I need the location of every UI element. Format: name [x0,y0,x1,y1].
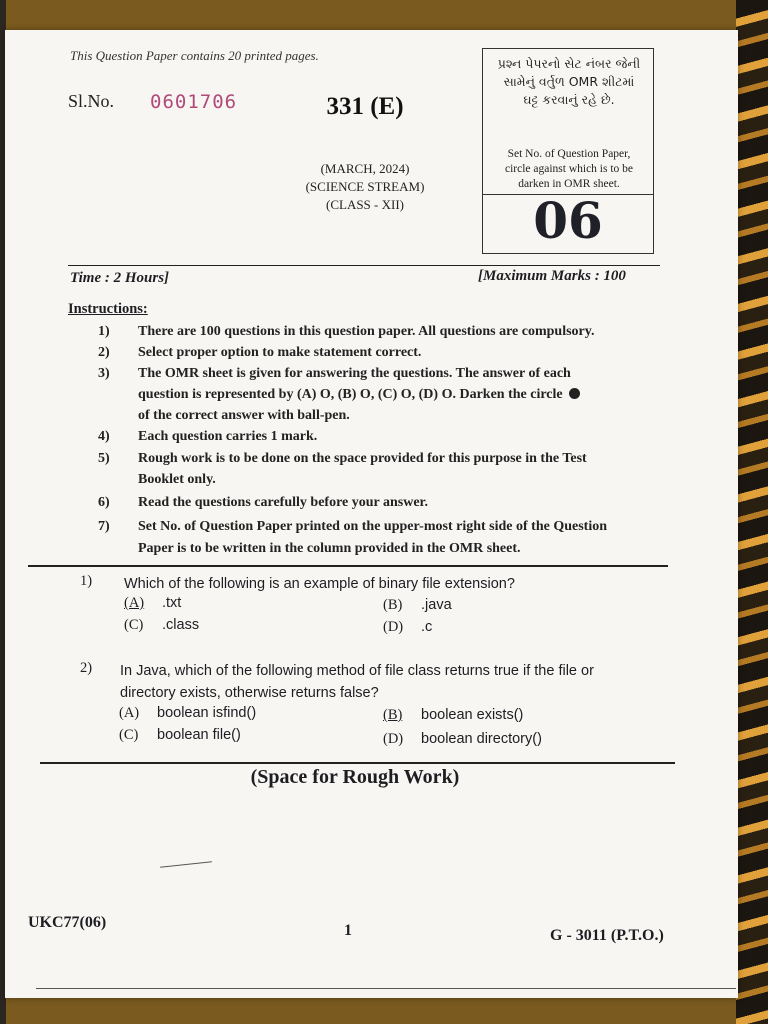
instruction-line: Read the questions carefully before your answer. [138,495,428,510]
instruction-item [60,448,670,490]
omr-gujarati-line: ઘટ્ટ કરવાનું રહે છે. [523,92,615,107]
instruction-item [60,492,670,513]
instruction-line: Each question carries 1 mark. [138,429,318,444]
option-text: .c [421,619,433,635]
instruction-line: of the correct answer with ball-pen. [138,408,350,423]
instruction-text [138,448,668,490]
option-label: (D) [383,619,404,635]
option-label: (B) [383,597,403,613]
option-label: (C) [124,617,144,633]
instruction-number: 3) [98,366,110,381]
maximum-marks: [Maximum Marks : 100 [478,268,626,284]
omr-english-line: darken in OMR sheet. [518,178,620,190]
instruction-line: The OMR sheet is given for answering the questions. The answer of each [138,366,571,381]
option-label: (A) [124,595,145,611]
instruction-item [60,426,670,447]
option-text: boolean file() [157,727,241,743]
option-label: (C) [119,727,139,743]
option-text: boolean exists() [421,707,524,723]
option-label: (A) [119,705,140,721]
background-tablecloth [736,0,768,1024]
question-1-option-b [383,597,452,614]
instruction-text [138,426,668,447]
question-text: Which of the following is an example of binary file extension? [124,576,515,592]
exam-stream: (SCIENCE STREAM) [305,179,425,194]
omr-english-line: circle against which is to be [504,163,634,175]
option-text: .txt [162,595,182,611]
question-2-option-a [119,705,256,722]
question-2-option-d [383,731,542,748]
question-1-option-d [383,619,432,636]
option-text: boolean isfind() [157,705,257,721]
instruction-line: Booklet only. [138,472,216,487]
instruction-number: 5) [98,451,110,466]
instruction-text [138,516,698,560]
option-text: .java [421,597,452,613]
instructions-rule [28,565,668,567]
paper-code: 331 (E) [326,93,404,120]
option-label: (D) [383,731,404,747]
bottom-edge-line [36,988,736,989]
instruction-number: 2) [98,345,110,360]
instruction-line: question is represented by (A) O, (B) O, (C) O, (D) O. Darken the circle [138,387,563,402]
set-number: 06 [533,191,603,250]
footer-left-code: UKC77(06) [28,914,107,931]
footer-right-code: G - 3011 (P.T.O.) [550,927,664,944]
exam-class: (CLASS - XII) [326,197,404,212]
question-1 [80,573,650,595]
time-allowed: Time : 2 Hours] [70,270,170,286]
instruction-text [138,363,668,426]
instruction-line-with-circle [138,384,668,405]
serial-number-label: Sl.No. [68,91,115,111]
instruction-line: There are 100 questions in this question paper. All questions are compulsory. [138,324,595,339]
instruction-line: Set No. of Question Paper printed on the upper-most right side of the Question [138,519,607,534]
omr-english-instruction [485,147,653,192]
question-2-option-b [383,707,523,724]
omr-gujarati-line: સામેનું વર્તુળ OMR શીટમાં [503,74,635,89]
omr-gujarati-line: પ્રશ્ન પેપરનો સેટ નંબર જેની [497,56,641,71]
omr-set-box [482,48,654,254]
question-1-option-c [124,617,199,634]
instruction-text [138,492,668,513]
question-number: 1) [80,573,93,589]
question-line: directory exists, otherwise returns false? [120,685,379,701]
question-2 [80,660,650,704]
question-number: 2) [80,660,93,676]
instruction-item [60,363,670,426]
filled-circle-icon [569,388,580,399]
instruction-text [138,342,668,363]
exam-session: (MARCH, 2024) [320,161,410,176]
option-text: .class [162,617,200,633]
question-1-option-a [124,595,181,612]
omr-english-line: Set No. of Question Paper, [507,148,631,160]
instruction-line: Select proper option to make statement correct. [138,345,422,360]
question-2-option-c [119,727,241,744]
serial-number-value: 0601706 [150,91,238,113]
rough-work-heading: (Space for Rough Work) [250,766,460,788]
option-label: (B) [383,707,403,723]
option-text: boolean directory() [421,731,542,747]
rough-work-rule [40,762,675,764]
instruction-item [60,516,670,560]
instruction-number: 4) [98,429,110,444]
question-text [120,660,640,704]
omr-gujarati-instruction [487,55,651,109]
question-line: In Java, which of the following method of file class returns true if the file or [120,663,594,679]
instruction-line: Rough work is to be done on the space provided for this purpose in the Test [138,451,587,466]
page-number: 1 [344,922,352,939]
instruction-line: Paper is to be written in the column provided in the OMR sheet. [138,541,521,556]
header-rule [68,265,660,266]
instruction-text [138,321,668,342]
instruction-item [60,321,670,342]
instruction-number: 6) [98,495,110,510]
instruction-item [60,342,670,363]
instruction-number: 1) [98,324,110,339]
pages-note: This Question Paper contains 20 printed pages. [70,48,319,63]
instructions-title: Instructions: [68,301,148,317]
instruction-number: 7) [98,519,110,534]
